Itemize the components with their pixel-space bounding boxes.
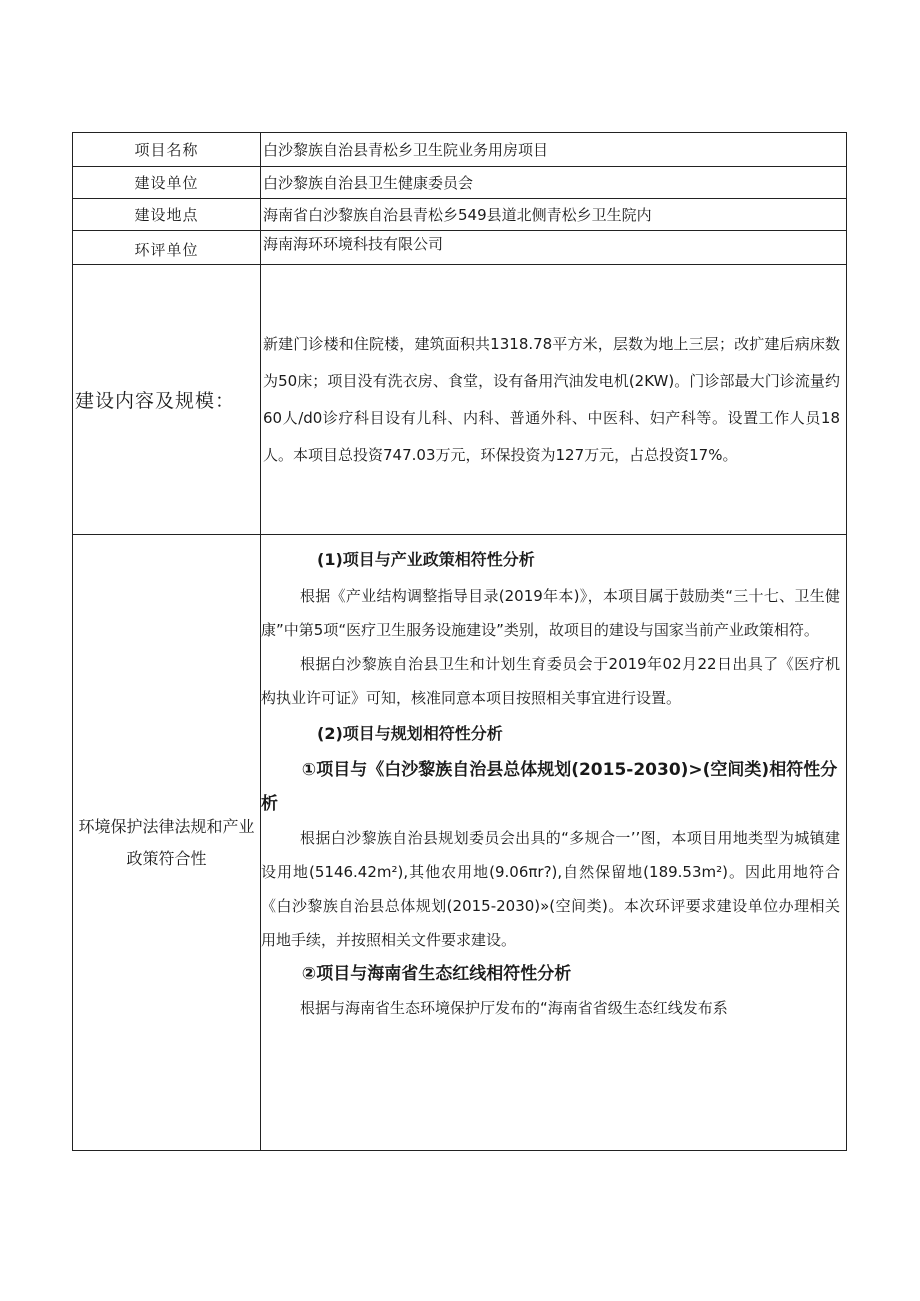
env-cell: [261, 535, 847, 1151]
builder-label: 建设单位: [73, 167, 261, 199]
scope-cell: [261, 265, 847, 535]
section-heading-1: (1)项目与产业政策相符性分析: [317, 550, 535, 569]
project-name-label: 项目名称: [73, 133, 261, 167]
subsection-heading-1: ①项目与《白沙黎族自治县总体规划(2015-2030)>(空间类)相符性分析: [261, 760, 838, 814]
paragraph-3: 根据白沙黎族自治县规划委员会出具的“多规合一’’图，本项目用地类型为城镇建设用地(5146.42m²),其他农用地(9.06πr?),自然保留地(189.53m²)。因此用地符合《白沙黎族自治县总体规划(2015-2030)»(空间类)。本次环评要求建设单位办理相关用地手续，并按照相关文件要求建设。: [261, 829, 840, 949]
eia-unit-label: 环评单位: [73, 231, 261, 265]
project-info-table: [72, 132, 847, 1151]
row-env: [73, 535, 847, 1151]
scope-text: 新建门诊楼和住院楼，建筑面积共1318.78平方米，层数为地上三层；改扩建后病床数为50床；项目没有洗衣房、食堂，设有备用汽油发电机(2KW)。门诊部最大门诊流量约60人/d0诊疗科目设有儿科、内科、普通外科、中医科、妇产科等。设置工作人员18人。本项目总投资747.03万元，环保投资为127万元，占总投资17%。: [263, 334, 840, 464]
location-value: 海南省白沙黎族自治县青松乡549县道北侧青松乡卫生院内: [261, 199, 847, 231]
paragraph-2: 根据白沙黎族自治县卫生和计划生育委员会于2019年02月22日出具了《医疗机构执业许可证》可知，核准同意本项目按照相关事宜进行设置。: [261, 655, 840, 707]
env-label: 环境保护法律法规和产业政策符合性: [73, 535, 261, 1151]
paragraph-4: 根据与海南省生态环境保护厅发布的“海南省省级生态红线发布系: [300, 999, 728, 1017]
section-heading-2: (2)项目与规划相符性分析: [317, 724, 503, 743]
builder-value: 白沙黎族自治县卫生健康委员会: [261, 167, 847, 199]
row-location: [73, 199, 847, 231]
scope-label: 建设内容及规模：: [73, 265, 261, 535]
row-scope: [73, 265, 847, 535]
row-builder: [73, 167, 847, 199]
row-project-name: [73, 133, 847, 167]
subsection-heading-2: ②项目与海南省生态红线相符性分析: [301, 964, 572, 984]
eia-unit-value: 海南海环环境科技有限公司: [261, 231, 847, 265]
row-eia-unit: [73, 231, 847, 265]
location-label: 建设地点: [73, 199, 261, 231]
paragraph-1: 根据《产业结构调整指导目录(2019年本)》，本项目属于鼓励类“三十七、卫生健康”中第5项“医疗卫生服务设施建设”类别，故项目的建设与国家当前产业政策相符。: [261, 587, 840, 639]
project-name-value: 白沙黎族自治县青松乡卫生院业务用房项目: [261, 133, 847, 167]
